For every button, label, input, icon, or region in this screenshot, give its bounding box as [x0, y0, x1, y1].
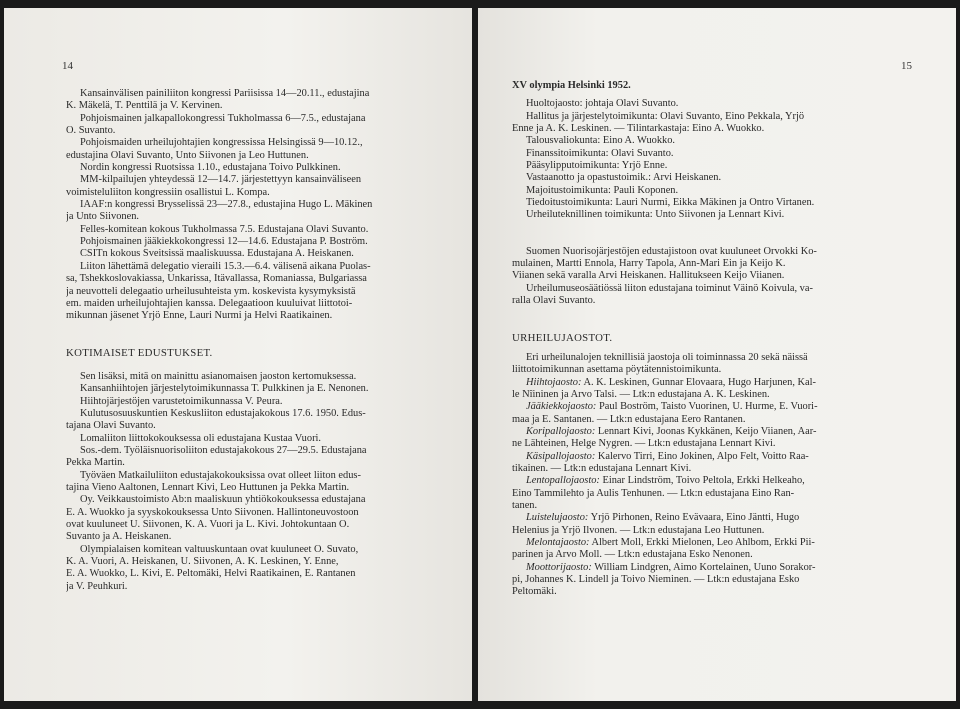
text-line: Enne ja A. K. Leskinen. — Tilintarkastaja: Eino A. Wuokko. [512, 123, 765, 135]
text-line: pi, Johannes K. Lindell ja Toivo Nieminen. — Ltk:n edustajana Esko [512, 574, 800, 586]
text-line: K. Mäkelä, T. Penttilä ja V. Kervinen. [66, 100, 223, 112]
sports-paragraphs [512, 352, 912, 599]
text-line: Eri urheilunalojen teknillisiä jaostoja oli toiminnassa 20 sekä näissä [526, 351, 808, 363]
text-line: Pohjoismainen jalkapallokongressi Tukholmassa 6—7.5., edustajana [80, 112, 366, 124]
text-line: edustajina Olavi Suvanto, Unto Siivonen ja Leo Huttunen. [66, 149, 309, 161]
text-line: tajina Vieno Aaltonen, Lennart Kivi, Leo Huttunen ja Pekka Martin. [66, 481, 350, 493]
text-column [66, 88, 446, 593]
text-line: le Nîininen ja Arvo Talsi. — Ltk:n edustajana A. K. Leskinen. [512, 388, 770, 400]
text-line: IAAF:n kongressi Brysselissä 23—27.8., edustajina Hugo L. Mäkinen [80, 199, 373, 211]
text-line: ne Lähteinen, Helge Nygren. — Ltk:n edustajana Lennart Kivi. [512, 438, 776, 450]
text-line: Peltomäki. [512, 586, 557, 598]
olympia-heading: XV olympia Helsinki 1952. [512, 80, 631, 91]
text-column [512, 80, 912, 599]
intro-paragraphs [66, 88, 446, 323]
text-line: Finanssitoimikunta: Olavi Suvanto. [526, 147, 674, 159]
page-number: 15 [901, 60, 912, 72]
section-paragraphs [66, 371, 446, 593]
section-heading: KOTIMAISET EDUSTUKSET. [66, 346, 213, 359]
text-line: Sen lisäksi, mitä on mainittu asianomaisen jaoston kertomuksessa. [80, 370, 357, 382]
text-line: Suvanto ja A. Heiskanen. [66, 531, 172, 543]
text-line: em. maiden urheilujohtajien kanssa. Delegaatioon kuuluivat liittotoi- [66, 297, 353, 309]
text-line: Pääsylipputoimikunta: Yrjö Enne. [526, 160, 668, 172]
text-line: Pohjoismainen jääkiekkokongressi 12—14.6. Edustajana P. Boström. [80, 236, 368, 248]
page-number: 14 [62, 60, 73, 72]
text-line: Hiihtojärjestöjen varustetoimikunnassa V. Peura. [80, 395, 283, 407]
text-line: mikunnan jäsenet Yrjö Enne, Lauri Nurmi ja Helvi Raatikainen. [66, 310, 333, 322]
youth-paragraphs [512, 246, 912, 308]
olympia-paragraphs [512, 98, 912, 221]
text-line: Majoitustoimikunta: Pauli Koponen. [526, 184, 679, 196]
text-line: Kansanhiihtojen järjestelytoimikunnassa T. Pulkkinen ja E. Nenonen. [80, 383, 369, 395]
text-line: sa, Tshekkoslovakiassa, Unkarissa, Itävallassa, Romaniassa, Bulgariassa [66, 273, 367, 285]
text-line: Moottorijaosto: William Lindgren, Aimo Kortelainen, Uuno Sorakor- [526, 561, 816, 573]
text-line: Kulutusosuuskuntien Keskusliiton edustajakokous 17.6. 1950. Edus- [80, 407, 366, 419]
text-line: ja V. Peuhkuri. [66, 580, 128, 592]
text-line: ja neuvotteli delegaatio urheilusuhteista ym. koskevista kysymyksistä [66, 285, 356, 297]
text-line: CSITn kokous Sveitsissä maaliskuussa. Edustajana A. Heiskanen. [80, 248, 354, 260]
text-line: Luistelujaosto: Yrjö Pirhonen, Reino Evävaara, Eino Jäntti, Hugo [526, 512, 800, 524]
text-line: Kansainvälisen painiliiton kongressi Pariisissa 14—20.11., edustajina [80, 88, 370, 99]
text-line: Sos.-dem. Työläisnuorisoliiton edustajakokous 27—29.5. Edustajana [80, 444, 367, 456]
text-line: Lentopallojaosto: Einar Lindström, Toivo Peltola, Erkki Helkeaho, [526, 475, 805, 487]
text-line: Nordin kongressi Ruotsissa 1.10., edustajana Toivo Pulkkinen. [80, 162, 341, 174]
text-line: Jääkiekkojaosto: Paul Boström, Taisto Vuorinen, U. Hurme, E. Vuori- [526, 401, 818, 413]
text-line: Urheilumuseosäätiössä liiton edustajana toiminut Väinö Koivula, va- [526, 282, 813, 294]
text-line: tajana Olavi Suvanto. [66, 420, 156, 432]
text-line: Liiton lähettämä delegatio vieraili 15.3.—6.4. välisenä aikana Puolas- [80, 260, 371, 272]
text-line: Suomen Nuorisojärjestöjen edustajistoon ovat kuuluneet Orvokki Ko- [526, 245, 817, 257]
text-line: ralla Olavi Suvanto. [512, 295, 596, 307]
text-line: ovat kuuluneet U. Siivonen, K. A. Vuori ja L. Kivi. Johtokuntaan O. [66, 519, 350, 530]
text-line: Käsipallojaosto: Kalervo Tirri, Eino Jokinen, Alpo Felt, Voitto Raa- [526, 450, 809, 462]
text-line: Lomaliiton liittokokouksessa oli edustajana Kustaa Vuori. [80, 432, 322, 444]
text-line: voimisteluliiton kongressiin osallistui L. Kompa. [66, 186, 270, 198]
text-line: Pohjoismaiden urheilujohtajien kongressissa Helsingissä 9—10.12., [80, 137, 363, 149]
text-line: E. A. Wuokko ja syyskokouksessa Unto Siivonen. Hallintoneuvostoon [66, 506, 359, 518]
text-line: Viianen sekä varalla Arvi Heiskanen. Hallitukseen Keijo Viianen. [512, 270, 785, 282]
text-line: Hiihtojaosto: A. K. Leskinen, Gunnar Elovaara, Hugo Harjunen, Kal- [526, 376, 817, 388]
text-line: Tiedoitustoimikunta: Lauri Nurmi, Eikka Mäkinen ja Ontro Virtanen. [526, 197, 815, 209]
text-line: Melontajaosto: Albert Moll, Erkki Mielonen, Leo Ahlbom, Erkki Pii- [526, 537, 815, 548]
text-line: Vastaanotto ja opastustoimik.: Arvi Heiskanen. [526, 172, 722, 184]
text-line: parinen ja Arvo Moll. — Ltk:n edustajana Esko Nenonen. [512, 549, 753, 561]
text-line: K. A. Vuori, A. Heiskanen, U. Siivonen, A. K. Leskinen, Y. Enne, [66, 556, 339, 568]
left-page [4, 8, 472, 701]
section-heading: URHEILUJAOSTOT. [512, 331, 613, 344]
text-line: Koripallojaosto: Lennart Kivi, Joonas Kykkänen, Keijo Viianen, Aar- [526, 425, 817, 437]
text-line: Helenius ja Yrjö Ilvonen. — Ltk:n edustajana Leo Huttunen. [512, 524, 765, 536]
text-line: maa ja E. Santanen. — Ltk:n edustajana Eero Rantanen. [512, 413, 746, 425]
text-line: liittotoimikunnan asettama pöytätennistoimikunta. [512, 364, 722, 376]
text-line: Työväen Matkailuliiton edustajakokouksissa ovat olleet liiton edus- [80, 469, 361, 481]
text-line: Hallitus ja järjestelytoimikunta: Olavi Suvanto, Eino Pekkala, Yrjö [526, 110, 805, 122]
right-page [478, 8, 956, 701]
text-line: Felles-komitean kokous Tukholmassa 7.5. Edustajana Olavi Suvanto. [80, 223, 369, 235]
text-line: Oy. Veikkaustoimisto Ab:n maaliskuun yhtiökokouksessa edustajana [80, 494, 366, 506]
text-line: O. Suvanto. [66, 125, 116, 137]
text-line: ja Unto Siivonen. [66, 211, 140, 223]
text-line: Olympialaisen komitean valtuuskuntaan ovat kuuluneet O. Suvato, [80, 543, 359, 555]
text-line: Urheiluteknillinen toimikunta: Unto Siivonen ja Lennart Kivi. [526, 209, 785, 221]
text-line: mulainen, Martti Ennola, Harry Tapola, Ann-Mari Ein ja Keijo K. [512, 258, 786, 270]
text-line: Eino Tammilehto ja Aulis Tenhunen. — Ltk:n edustajana Eino Ran- [512, 487, 795, 499]
text-line: tanen. [512, 499, 538, 511]
text-line: Talousvaliokunta: Eino A. Wuokko. [526, 135, 676, 147]
text-line: Pekka Martin. [66, 457, 125, 469]
text-line: E. A. Wuokko, L. Kivi, E. Peltomäki, Helvi Raatikainen, E. Rantanen [66, 568, 356, 580]
text-line: MM-kilpailujen yhteydessä 12—14.7. järjestettyyn kansainväliseen [80, 174, 362, 186]
text-line: Huoltojaosto: johtaja Olavi Suvanto. [526, 98, 679, 110]
text-line: tikainen. — Ltk:n edustajana Lennart Kivi. [512, 462, 692, 474]
